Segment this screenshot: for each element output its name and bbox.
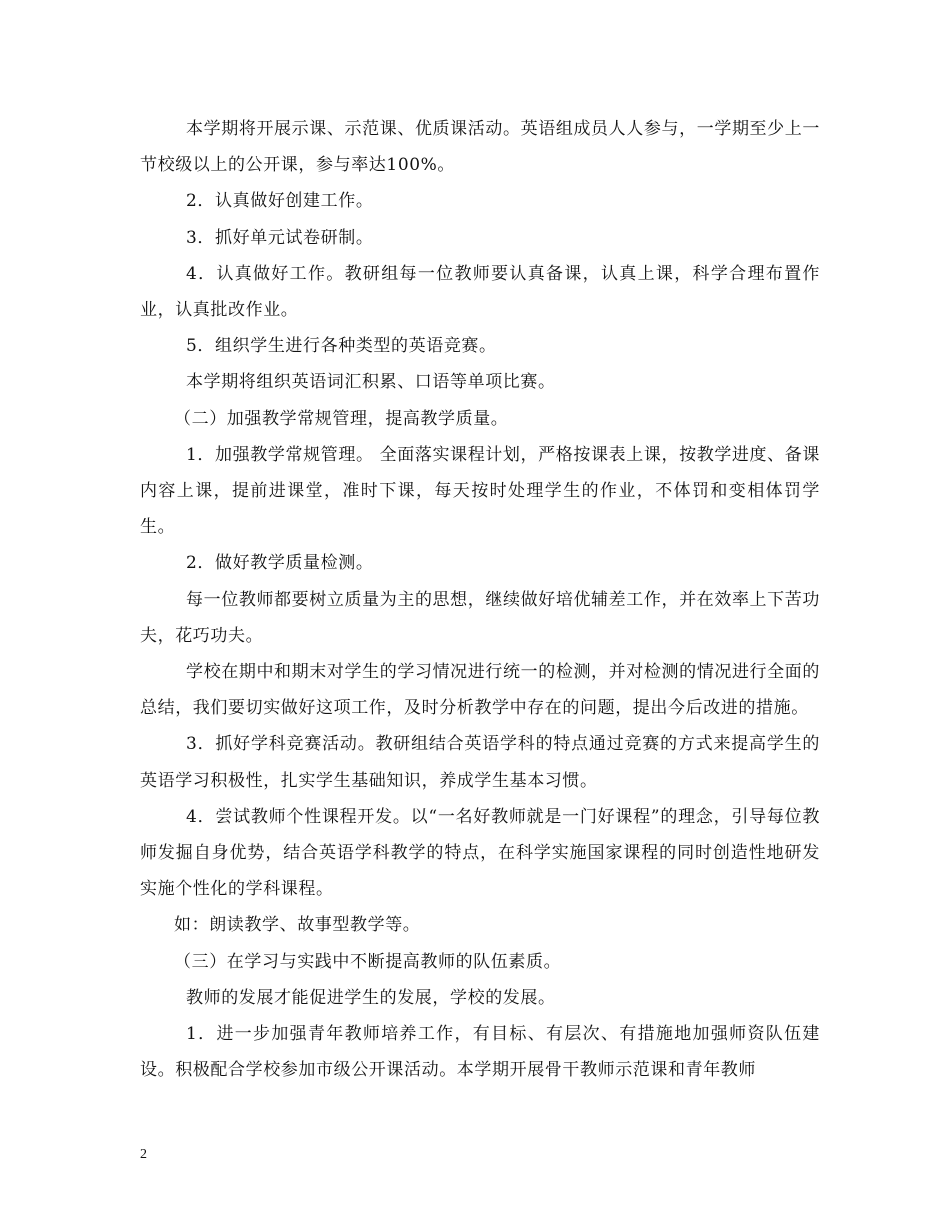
paragraph: 3．抓好单元试卷研制。 <box>186 227 374 248</box>
paragraph: 4．认真做好工作。教研组每一位教师要认真备课，认真上课，科学合理布置作业，认真批改作业。 <box>140 263 820 321</box>
section-heading: （二）加强教学常规管理，提高教学质量。 <box>174 408 509 429</box>
section-heading: （三）在学习与实践中不断提高教师的队伍素质。 <box>174 951 562 972</box>
paragraph: 如：朗读教学、故事型教学等。 <box>174 915 421 936</box>
paragraph: 1．加强教学常规管理。 全面落实课程计划，严格按课表上课，按教学进度、备课内容上课，提前进课堂，准时下课，每天按时处理学生的作业，不体罚和变相体罚学生。 <box>140 444 820 538</box>
paragraph: 2．做好教学质量检测。 <box>186 553 374 574</box>
paragraph: 4．尝试教师个性课程开发。以“一名好教师就是一门好课程”的理念，引导每位教师发掘自身优势，结合英语学科教学的特点，在科学实施国家课程的同时创造性地研发实施个性化的学科课程。 <box>140 806 820 900</box>
page-number: 2 <box>140 1147 147 1162</box>
paragraph: 1．进一步加强青年教师培养工作，有目标、有层次、有措施地加强师资队伍建设。积极配合学校参加市级公开课活动。本学期开展骨干教师示范课和青年教师 <box>140 1024 820 1081</box>
paragraph: 2．认真做好创建工作。 <box>186 191 374 212</box>
paragraph: 每一位教师都要树立质量为主的思想，继续做好培优辅差工作，并在效率上下苦功夫，花巧功夫。 <box>140 589 820 646</box>
paragraph: 本学期将组织英语词汇积累、口语等单项比赛。 <box>186 372 556 393</box>
paragraph: 5．组织学生进行各种类型的英语竞赛。 <box>186 336 497 357</box>
paragraph: 学校在期中和期末对学生的学习情况进行统一的检测，并对检测的情况进行全面的总结，我们要切实做好这项工作，及时分析教学中存在的问题，提出今后改进的措施。 <box>140 662 820 719</box>
paragraph: 本学期将开展示课、示范课、优质课活动。英语组成员人人参与，一学期至少上一节校级以上的公开课，参与率达100%。 <box>140 119 820 176</box>
paragraph: 3．抓好学科竞赛活动。教研组结合英语学科的特点通过竞赛的方式来提高学生的英语学习积极性，扎实学生基础知识，养成学生基本习惯。 <box>140 734 820 791</box>
document-body <box>140 111 820 1088</box>
paragraph: 教师的发展才能促进学生的发展，学校的发展。 <box>186 987 556 1008</box>
